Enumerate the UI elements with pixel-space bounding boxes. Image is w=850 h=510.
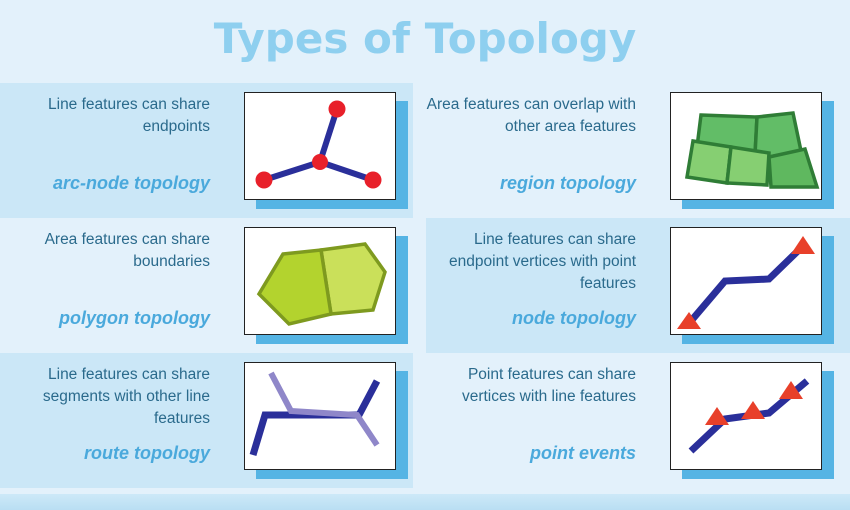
- card-description: Point features can share vertices with line features: [461, 366, 636, 405]
- node-point: [329, 101, 346, 118]
- card-description: Line features can share endpoint vertices with point features: [449, 231, 636, 292]
- card-point-events: [426, 356, 826, 486]
- region-area: [687, 141, 731, 183]
- route-diagram: [244, 362, 396, 470]
- node-point: [312, 154, 328, 170]
- card-description: Line features can share endpoints: [48, 96, 210, 135]
- region-area: [727, 147, 769, 185]
- line-feature: [691, 246, 803, 321]
- card-label: arc-node topology: [53, 173, 210, 193]
- arc-line: [264, 162, 320, 180]
- card-polygon-topology: [0, 221, 400, 351]
- polygon-area: [259, 250, 331, 324]
- card-description: Area features can share boundaries: [44, 231, 210, 270]
- card-label: polygon topology: [59, 308, 210, 328]
- page-title: Types of Topology: [213, 14, 637, 63]
- event-triangle: [741, 401, 765, 419]
- card-node-topology: [426, 221, 826, 351]
- region-area: [769, 149, 817, 187]
- polygon-diagram: [244, 227, 396, 335]
- point-events-diagram: [670, 362, 822, 470]
- endpoint-triangle: [791, 236, 815, 254]
- card-label: node topology: [512, 308, 636, 328]
- card-arc-node-topology: [0, 86, 400, 216]
- bottom-bar: [0, 494, 850, 510]
- node-point: [256, 172, 273, 189]
- arc-node-diagram: [244, 92, 396, 200]
- region-diagram: [670, 92, 822, 200]
- card-label: point events: [529, 443, 636, 463]
- card-description: Area features can overlap with other area features: [426, 96, 636, 135]
- card-label: region topology: [500, 173, 636, 193]
- node-diagram: [670, 227, 822, 335]
- card-region-topology: [426, 86, 826, 216]
- card-route-topology: [0, 356, 400, 486]
- node-point: [365, 172, 382, 189]
- card-description: Line features can share segments with other line features: [42, 366, 210, 427]
- card-label: route topology: [84, 443, 210, 463]
